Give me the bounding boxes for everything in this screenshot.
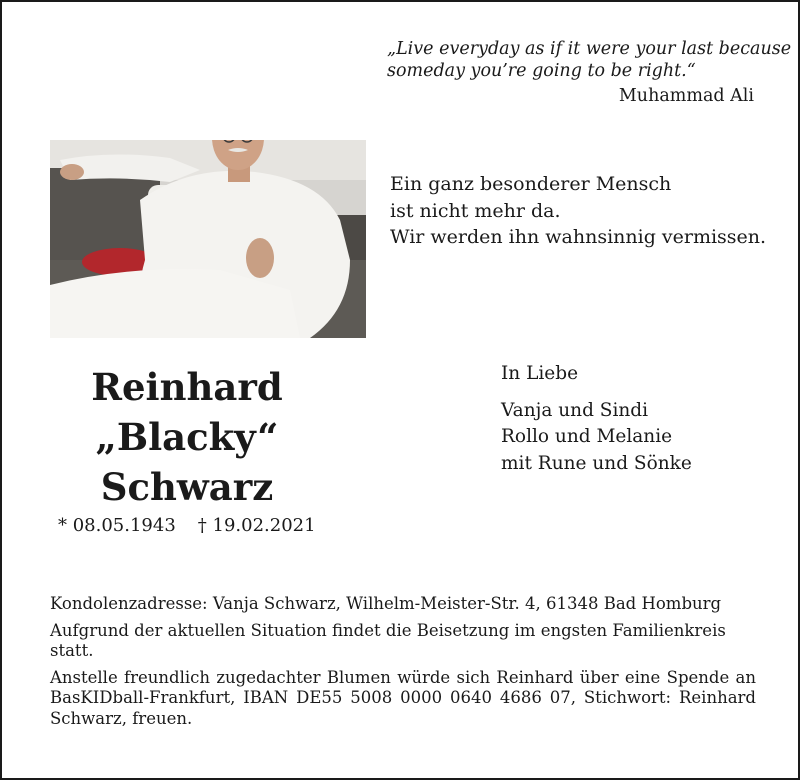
first-name: Reinhard: [91, 365, 283, 409]
family-member: mit Rune und Sönke: [501, 452, 692, 474]
birth-date: * 08.05.1943: [58, 515, 176, 536]
quote-line: „Live everyday as if it were your last because: [387, 39, 792, 59]
quote-line: someday you’re going to be right.“: [387, 61, 696, 81]
nickname: „Blacky“: [95, 415, 279, 459]
footer-notes: [50, 594, 756, 735]
tribute-line: Ein ganz besonderer Mensch: [390, 173, 672, 195]
condolence-address: Kondolenzadresse: Vanja Schwarz, Wilhelm-Meister-Str. 4, 61348 Bad Homburg: [50, 594, 722, 613]
deceased-name: [42, 362, 332, 512]
tribute-line: Wir werden ihn wahnsinnig vermissen.: [390, 226, 767, 248]
funeral-note: Aufgrund der aktuellen Situation findet die Beisetzung im engsten Familienkreis statt.: [50, 620, 726, 660]
family-signature: [501, 361, 781, 477]
portrait-photo: [50, 140, 366, 338]
quote-author: Muhammad Ali: [618, 86, 754, 106]
family-member: Rollo und Melanie: [501, 426, 673, 447]
donation-note: Anstelle freundlich zugedachter Blumen würde sich Reinhard über eine Spende an BasKIDball-Frankfurt, IBAN DE55 5008 0000 0640 4686 07, Stichwort: Reinhard Schwarz, freuen.: [50, 667, 756, 728]
death-date: † 19.02.2021: [197, 515, 316, 536]
tribute-text: [390, 171, 770, 251]
family-intro: In Liebe: [501, 363, 579, 384]
last-name: Schwarz: [100, 465, 274, 509]
life-dates: [58, 515, 316, 536]
tribute-line: ist nicht mehr da.: [390, 199, 561, 222]
quote: [387, 38, 792, 82]
family-member: Vanja und Sindi: [501, 399, 649, 421]
